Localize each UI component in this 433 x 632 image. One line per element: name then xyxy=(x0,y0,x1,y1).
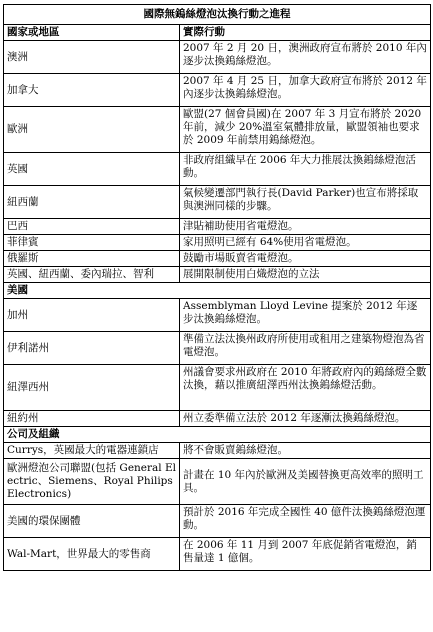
region-cell: 紐約州 xyxy=(4,411,180,427)
region-cell: 紐西蘭 xyxy=(4,186,180,219)
table-row xyxy=(4,107,431,153)
table-row xyxy=(4,411,431,427)
table-row xyxy=(4,251,431,267)
action-cell: 鼓勵市場販賣省電燈泡。 xyxy=(180,251,431,267)
section-row xyxy=(4,427,431,443)
header-action: 實際行動 xyxy=(180,25,431,41)
table-title: 國際無鎢絲燈泡汰換行動之進程 xyxy=(4,5,431,25)
region-cell: 美國的環保團體 xyxy=(4,505,180,538)
region-cell: 伊利諾州 xyxy=(4,332,180,365)
region-cell: 巴西 xyxy=(4,219,180,235)
table-row xyxy=(4,186,431,219)
table-row xyxy=(4,74,431,107)
action-table xyxy=(3,4,431,571)
table-row xyxy=(4,365,431,411)
header-row xyxy=(4,25,431,41)
action-cell: 州立委準備立法於 2012 年逐漸汰換鎢絲燈泡。 xyxy=(180,411,431,427)
action-cell: 預計於 2016 年完成全國性 40 億件汰換鎢絲燈泡運動。 xyxy=(180,505,431,538)
region-cell: Wal-Mart，世界最大的零售商 xyxy=(4,538,180,571)
region-cell: 英國、紐西蘭、委內瑞拉、智利 xyxy=(4,267,180,283)
table-row xyxy=(4,267,431,283)
region-cell: 俄羅斯 xyxy=(4,251,180,267)
action-cell: 津貼補助使用省電燈泡。 xyxy=(180,219,431,235)
table-row xyxy=(4,332,431,365)
action-cell: 州議會要求州政府在 2010 年將政府內的鎢絲燈全數汰換，藉以推廣紐澤西州汰換鎢絲燈活動。 xyxy=(180,365,431,411)
section-title-org: 公司及組織 xyxy=(4,427,431,443)
region-cell: 加拿大 xyxy=(4,74,180,107)
action-cell: 歐盟(27 個會員國)在 2007 年 3 月宣布將於 2020 年前，減少 20%溫室氣體排放量，歐盟領袖也要求於 2009 年前禁用鎢絲燈泡。 xyxy=(180,107,431,153)
region-cell: 英國 xyxy=(4,153,180,186)
table-row xyxy=(4,235,431,251)
region-cell: 澳洲 xyxy=(4,41,180,74)
action-cell: 在 2006 年 11 月到 2007 年底促銷省電燈泡，銷售量達 1 億個。 xyxy=(180,538,431,571)
action-cell: Assemblyman Lloyd Levine 提案於 2012 年逐步汰換鎢絲燈泡。 xyxy=(180,299,431,332)
title-row xyxy=(4,5,431,25)
table-row xyxy=(4,153,431,186)
region-cell: 菲律賓 xyxy=(4,235,180,251)
table-row xyxy=(4,443,431,459)
action-cell: 非政府組織早在 2006 年大力推展汰換鎢絲燈泡活動。 xyxy=(180,153,431,186)
action-cell: 展開限制使用白熾燈泡的立法 xyxy=(180,267,431,283)
region-cell: 加州 xyxy=(4,299,180,332)
section-row xyxy=(4,283,431,299)
region-cell: Currys，英國最大的電器連鎖店 xyxy=(4,443,180,459)
action-cell: 計畫在 10 年內於歐洲及美國替換更高效率的照明工具。 xyxy=(180,459,431,505)
table-row xyxy=(4,459,431,505)
region-cell: 歐洲 xyxy=(4,107,180,153)
action-cell: 2007 年 4 月 25 日，加拿大政府宣布將於 2012 年內逐步汰換鎢絲燈泡。 xyxy=(180,74,431,107)
table-row xyxy=(4,219,431,235)
header-region: 國家或地區 xyxy=(4,25,180,41)
region-cell: 紐澤西州 xyxy=(4,365,180,411)
table-row xyxy=(4,538,431,571)
table-row xyxy=(4,505,431,538)
action-cell: 氣候變遷部門執行長(David Parker)也宣布將採取與澳洲同樣的步驟。 xyxy=(180,186,431,219)
section-title-us: 美國 xyxy=(4,283,431,299)
action-cell: 準備立法汰換州政府所使用或租用之建築物燈泡為省電燈泡。 xyxy=(180,332,431,365)
action-cell: 2007 年 2 月 20 日，澳洲政府宣布將於 2010 年內逐步汰換鎢絲燈泡。 xyxy=(180,41,431,74)
action-cell: 家用照明已經有 64%使用省電燈泡。 xyxy=(180,235,431,251)
table-row xyxy=(4,299,431,332)
table-row xyxy=(4,41,431,74)
action-cell: 將不會販賣鎢絲燈泡。 xyxy=(180,443,431,459)
region-cell: 歐洲燈泡公司聯盟(包括 General Electric、Siemens、Royal Philips Electronics) xyxy=(4,459,180,505)
